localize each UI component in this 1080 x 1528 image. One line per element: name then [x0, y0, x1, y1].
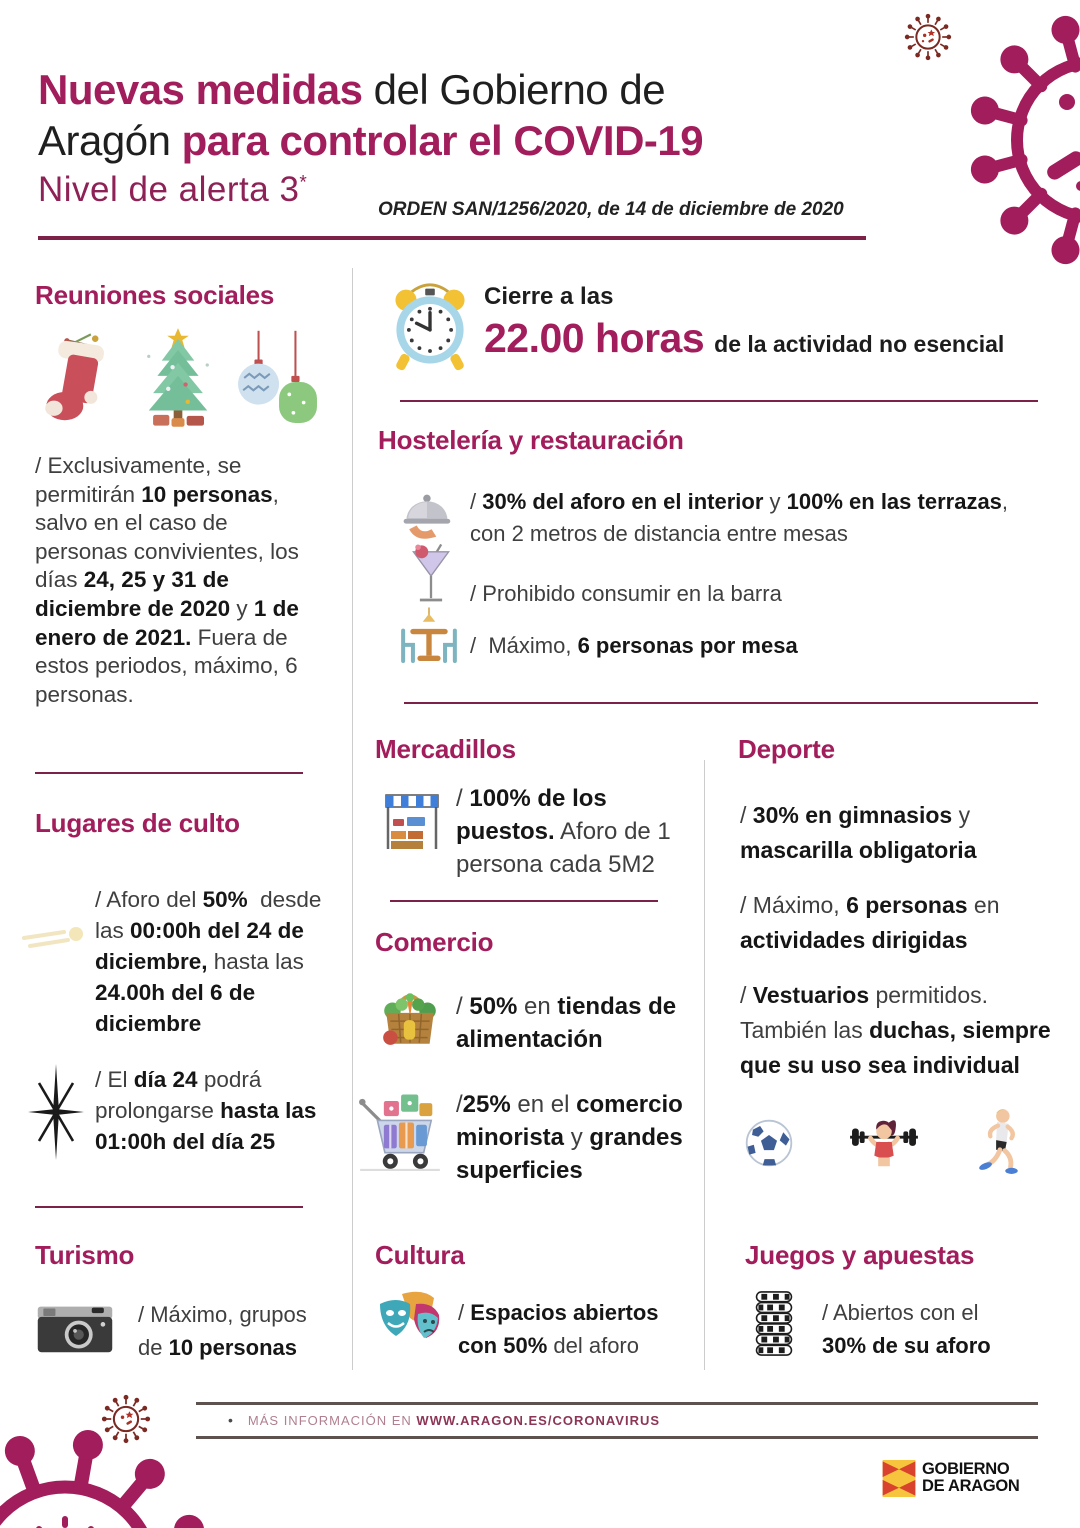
shopping-cart-icon: [358, 1085, 442, 1173]
footer-bullet: •: [228, 1412, 234, 1428]
section-divider: [400, 400, 1038, 402]
market-stall-icon: [383, 790, 441, 854]
christmas-ornaments-icon: [236, 330, 318, 430]
section-heading-juegos: Juegos y apuestas: [745, 1240, 975, 1270]
soccer-ball-icon: [744, 1118, 794, 1168]
closure-banner: [484, 283, 1004, 362]
runner-icon: [974, 1106, 1024, 1180]
sport-icons-row: [744, 1106, 1024, 1180]
section-heading-comercio: Comercio: [375, 927, 494, 957]
logo-line-2: DE ARAGON: [922, 1476, 1020, 1495]
logo-line-1: GOBIERNO: [922, 1459, 1010, 1478]
aragon-flag-icon: [882, 1460, 916, 1497]
hosteleria-item-2: / Prohibido consumir en la barra: [470, 581, 782, 606]
section-divider: [35, 1206, 303, 1208]
closure-time: 22.00 horas: [484, 315, 705, 361]
section-heading-deporte: Deporte: [738, 734, 835, 764]
weightlifter-icon: [846, 1112, 922, 1174]
comercio-item-2: /25% en el comercio minorista y grandes superficies: [456, 1091, 683, 1184]
section-divider: [404, 702, 1038, 704]
large-virus-icon-bottom: [0, 1405, 235, 1528]
table-chairs-icon: [396, 606, 462, 666]
turismo-item: / Máximo, grupos de 10 personas: [138, 1302, 307, 1360]
alert-asterisk: *: [299, 172, 308, 194]
title-line-1: Nuevas medidas del Gobierno de: [38, 66, 666, 114]
header-divider: [38, 236, 866, 240]
section-divider: [35, 772, 303, 774]
deporte-item-3: / Vestuarios permitidos. También las duchas, siempre que su uso sea individual: [740, 982, 1051, 1078]
mercadillos-item: / 100% de los puestos. Aforo de 1 persona cada 5M2: [456, 785, 671, 878]
star-of-bethlehem-icon: [28, 1062, 84, 1162]
christmas-icons-row: [40, 326, 318, 430]
column-divider-left: [352, 268, 353, 1370]
casino-chips-icon: [752, 1290, 796, 1358]
section-heading-reuniones: Reuniones sociales: [35, 280, 275, 310]
section-heading-lugares: Lugares de culto: [35, 808, 240, 838]
footer-info-url: WWW.ARAGON.ES/CORONAVIRUS: [416, 1413, 661, 1428]
theater-masks-icon: [372, 1288, 448, 1356]
alarm-clock-icon: [382, 278, 478, 378]
reuniones-body: / Exclusivamente, se permitirán 10 personas, salvo en el caso de personas convivientes, los días 24, 25 y 31 de diciembre de 2020 y 1 de enero de 2021. Fuera de estos periodos, máximo, 6 personas.: [35, 453, 299, 707]
cultura-item: / Espacios abiertos con 50% del aforo: [458, 1300, 659, 1358]
deporte-item-2: / Máximo, 6 personas en actividades dirigidas: [740, 892, 1000, 953]
large-virus-icon: [945, 0, 1080, 290]
deporte-item-1: / 30% en gimnasios y mascarilla obligatoria: [740, 802, 977, 863]
footer-divider-top: [196, 1402, 1038, 1405]
footer-info: [228, 1412, 660, 1428]
comercio-item-1: / 50% en tiendas de alimentación: [456, 993, 677, 1053]
hosteleria-item-3: / Máximo, 6 personas por mesa: [470, 633, 798, 658]
lugares-item-2: / El día 24 podrá prolongarse hasta las 01:00h del día 25: [95, 1067, 317, 1154]
section-heading-turismo: Turismo: [35, 1240, 135, 1270]
christmas-tree-icon: [136, 326, 220, 430]
section-divider: [390, 900, 658, 902]
title-line-2: Aragón para controlar el COVID-19: [38, 117, 704, 165]
section-heading-cultura: Cultura: [375, 1240, 465, 1270]
closure-suffix: de la actividad no esencial: [714, 331, 1005, 357]
cocktail-icon: [406, 540, 456, 610]
order-reference: ORDEN SAN/1256/2020, de 14 de diciembre de 2020: [378, 199, 844, 220]
footer-divider-bottom: [196, 1436, 1038, 1439]
juegos-item: / Abiertos con el 30% de su aforo: [822, 1300, 991, 1358]
lugares-item-1: / Aforo del 50% desde las 00:00h del 24 de diciembre, hasta las 24.00h del 6 de diciembre: [95, 887, 322, 1036]
section-heading-hosteleria: Hostelería y restauración: [378, 425, 684, 455]
alert-level: Nivel de alerta 3*: [38, 170, 308, 209]
shooting-star-icon: [18, 912, 102, 960]
camera-icon: [35, 1302, 115, 1356]
footer-info-prefix: MÁS INFORMACIÓN EN: [247, 1413, 417, 1428]
christmas-stocking-icon: [40, 330, 120, 430]
hosteleria-item-1: / 30% del aforo en el interior y 100% en las terrazas, con 2 metros de distancia entre mesas: [470, 489, 1009, 546]
gobierno-aragon-logo: [882, 1460, 1023, 1497]
closure-prefix: Cierre a las: [484, 283, 614, 310]
food-basket-icon: [378, 986, 442, 1050]
section-heading-mercadillos: Mercadillos: [375, 734, 516, 764]
page-title: [38, 64, 898, 166]
